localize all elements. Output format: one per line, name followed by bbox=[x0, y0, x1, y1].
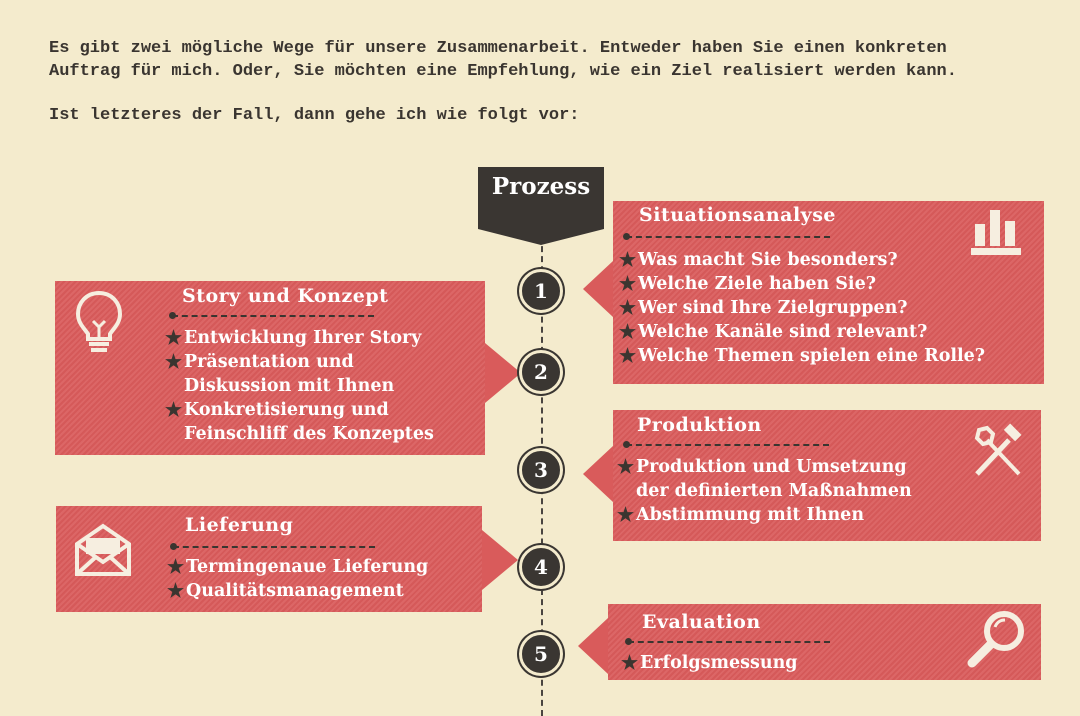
step-node-4: 4 bbox=[519, 545, 563, 589]
card-pointer bbox=[583, 261, 613, 317]
list-item-text: Konkretisierung und Feinschliff des Konzeptes bbox=[184, 400, 434, 444]
lightbulb-icon bbox=[73, 289, 125, 355]
list-item-text: Welche Themen spielen eine Rolle? bbox=[638, 346, 986, 366]
list-item bbox=[165, 398, 465, 446]
list-item bbox=[619, 344, 985, 368]
card-pointer bbox=[578, 618, 608, 674]
evaluation-list bbox=[621, 651, 798, 675]
star-icon: ★ bbox=[621, 652, 639, 674]
star-icon: ★ bbox=[619, 345, 637, 367]
list-item-text: Entwicklung Ihrer Story bbox=[184, 328, 422, 348]
list-item bbox=[165, 326, 465, 350]
card-lieferung bbox=[56, 506, 482, 612]
star-icon: ★ bbox=[165, 399, 183, 421]
produktion-list bbox=[617, 455, 937, 527]
magnifier-icon bbox=[964, 607, 1028, 671]
intro-line-2: Auftrag für mich. Oder, Sie möchten eine Empfehlung, wie ein Ziel realisiert werden kann. bbox=[49, 62, 957, 81]
card-divider bbox=[628, 641, 830, 643]
card-divider bbox=[172, 315, 374, 317]
list-item bbox=[619, 248, 985, 272]
card-divider bbox=[173, 546, 375, 548]
card-pointer bbox=[482, 530, 518, 590]
intro-paragraph-2: Ist letzteres der Fall, dann gehe ich wie folgt vor: bbox=[49, 106, 580, 125]
list-item bbox=[617, 503, 937, 527]
tools-icon bbox=[969, 422, 1029, 482]
step-node-3: 3 bbox=[519, 448, 563, 492]
star-icon: ★ bbox=[167, 580, 185, 602]
card-divider bbox=[626, 444, 829, 446]
list-item-text: Abstimmung mit Ihnen bbox=[636, 505, 865, 525]
card-evaluation bbox=[608, 604, 1041, 680]
envelope-icon bbox=[73, 522, 133, 578]
step-node-5: 5 bbox=[519, 632, 563, 676]
lieferung-list bbox=[167, 555, 428, 603]
star-icon: ★ bbox=[617, 504, 635, 526]
list-item bbox=[621, 651, 798, 675]
card-title: Story und Konzept bbox=[182, 285, 389, 307]
step-node-2: 2 bbox=[519, 350, 563, 394]
process-banner bbox=[478, 167, 604, 245]
list-item-text: Termingenaue Lieferung bbox=[186, 557, 429, 577]
star-icon: ★ bbox=[167, 556, 185, 578]
card-divider bbox=[626, 236, 830, 238]
intro-text bbox=[49, 37, 1049, 127]
card-title: Situationsanalyse bbox=[639, 204, 836, 226]
list-item bbox=[167, 555, 428, 579]
star-icon: ★ bbox=[619, 321, 637, 343]
star-icon: ★ bbox=[619, 297, 637, 319]
card-situationsanalyse bbox=[613, 201, 1044, 384]
list-item bbox=[619, 320, 985, 344]
card-title: Evaluation bbox=[642, 611, 761, 633]
card-pointer bbox=[485, 343, 521, 403]
card-pointer bbox=[583, 446, 613, 502]
star-icon: ★ bbox=[165, 327, 183, 349]
star-icon: ★ bbox=[619, 249, 637, 271]
list-item bbox=[165, 350, 465, 398]
list-item bbox=[167, 579, 428, 603]
star-icon: ★ bbox=[165, 351, 183, 373]
situationsanalyse-list bbox=[619, 248, 985, 368]
list-item-text: Produktion und Umsetzung der definierten Maßnahmen bbox=[636, 457, 912, 501]
list-item-text: Erfolgsmessung bbox=[640, 653, 798, 673]
card-story-und-konzept bbox=[55, 281, 485, 455]
banner-title: Prozess bbox=[491, 173, 591, 200]
list-item-text: Qualitätsmanagement bbox=[186, 581, 404, 601]
list-item-text: Präsentation und Diskussion mit Ihnen bbox=[184, 352, 395, 396]
card-title: Produktion bbox=[637, 414, 762, 436]
star-icon: ★ bbox=[619, 273, 637, 295]
list-item-text: Welche Ziele haben Sie? bbox=[638, 274, 876, 294]
star-icon: ★ bbox=[617, 456, 635, 478]
list-item bbox=[619, 296, 985, 320]
list-item-text: Wer sind Ihre Zielgruppen? bbox=[638, 298, 908, 318]
intro-paragraph-1 bbox=[49, 37, 1049, 83]
list-item-text: Was macht Sie besonders? bbox=[638, 250, 898, 270]
list-item-text: Welche Kanäle sind relevant? bbox=[638, 322, 928, 342]
story-list bbox=[165, 326, 465, 446]
intro-line-1: Es gibt zwei mögliche Wege für unsere Zusammenarbeit. Entweder haben Sie einen konkreten bbox=[49, 39, 947, 58]
step-node-1: 1 bbox=[519, 269, 563, 313]
card-produktion bbox=[613, 410, 1041, 541]
list-item bbox=[619, 272, 985, 296]
card-title: Lieferung bbox=[185, 514, 294, 536]
list-item bbox=[617, 455, 937, 503]
